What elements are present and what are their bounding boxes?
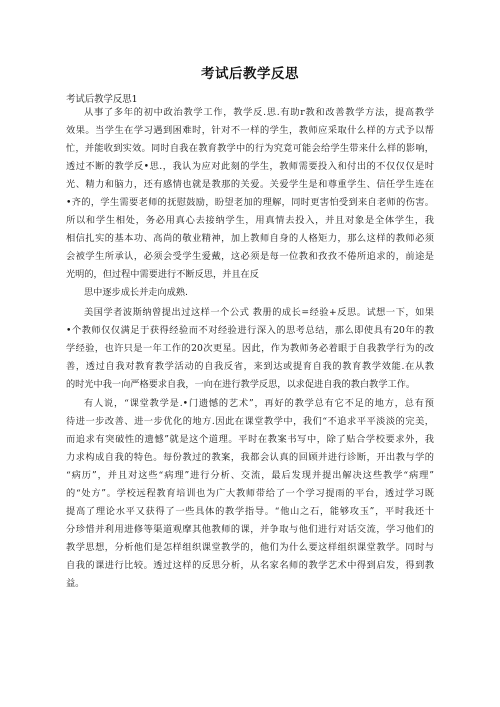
paragraph-line: 相信扎实的基本功、高尚的敬业精神，加上教师自身的人格矩力，那么这样的教师必须	[66, 233, 434, 244]
paragraph-line: 有人说，“课堂教学是.•门遗憾的艺术”，再好的教学总有它不足的地方，总有预	[84, 398, 434, 409]
paragraph-1	[66, 104, 434, 284]
paragraph-3	[66, 304, 434, 394]
paragraph-4	[66, 395, 434, 593]
paragraph-line: 透过不断的教学反•思.，我认为应对此刻的学生，教师需要投入和付出的不仅仅仅是时	[66, 161, 434, 172]
paragraph-2	[66, 284, 434, 302]
paragraph-line: •齐的，学生需要老师的抚慰鼓励，盼望老加的理解，同时更害怕受到来自老师的伤害。	[66, 197, 434, 208]
paragraph-line: 学经验，也许只是一年工作的20次更星。因此，作为教师务必着眼于自我教学行为的改	[66, 343, 434, 354]
paragraph-line: 教学思想，分析他们是怎样组织课堂教学的，他们为什么要这样组织课堂教学。同时与	[66, 542, 434, 553]
paragraph-line: 会被学生所承认，必须会受学生爱戴，这必须是每一位教和孜孜不倦所追求的，前途是	[66, 251, 434, 262]
paragraph-line: 善，透过自我对教育教学活动的自我反省，来到达或提育自我的教育教学效能.在从教	[66, 361, 434, 372]
paragraph-line: 力求构成自我的特色。每份教过的教案，我都会认真的回顾并进行诊断，开出教与学的	[66, 452, 434, 463]
paragraph-line: “病历”，并且对这些“病理”进行分析、交流，最后发现并提出解决这些教学“病理”	[66, 470, 434, 481]
paragraph-line: 光明的，但过程中需要进行不断反思，并且在反	[66, 269, 259, 280]
paragraph-line: 效果。当学生在学习遇到困难时，针对不一样的学生，教师应采取什么样的方式予以帮	[66, 125, 434, 136]
paragraph-line: •个教师仅仅满足于获得经验而不对经验进行深入的思考总结，那么即使具有20年的教	[66, 325, 434, 336]
paragraph-line: 自我的课进行比较。透过这样的反思分析，从名家名师的教学艺术中得到启发，得到教	[66, 560, 434, 571]
paragraph-line: 美国学者波斯纳曾提出过这样一个公式 教册的成长=经验+反思。试想一下，如果	[84, 307, 434, 318]
paragraph-line: 的“处方”。学校远程教育培训也为广大教师带给了一个学习提雨的平台，透过学习既	[66, 488, 434, 499]
paragraph-line: 待进一步改善、进一步优化的地方.因此在课堂教学中，我们“不追求平平淡淡的完美，	[66, 416, 434, 427]
paragraph-line: 忙，并能收到实效。同时自我在教育教学中的行为究竟可能会给学生带来什么样的影响，	[66, 143, 434, 154]
document-subtitle: 考试后教学反思1	[66, 94, 138, 105]
paragraph-line: 光、精力和脑力，还有感情也就是教那的关爱。关爱学生是和尊重学生、信任学生连在	[66, 179, 434, 190]
paragraph-line: 思中逐步成长并走向成熟.	[84, 287, 188, 298]
paragraph-line: 而追求有突破性的遗憾”就是这个道理。平时在教案书写中，除了贴合学校要求外，我	[66, 434, 434, 445]
paragraph-line: 益。	[66, 578, 85, 589]
paragraph-line: 所以和学生相处，务必用真心去接纳学生，用真情去投入，并且对象是全体学生，我	[66, 215, 434, 226]
paragraph-line: 提高了理论水平又获得了一些具体的教学指导。“他山之石，能够攻玉”，平时我还十	[66, 506, 434, 517]
paragraph-line: 分珍惜并利用进修等渠道观摩其他教师的课，并争取与他们进行对话交流，学习他们的	[66, 524, 434, 535]
paragraph-line: 的时光中我一向严格要求自我，一向在进行教学反思，以求促进自我的教白教学工作。	[66, 379, 416, 390]
document-title: 考试后教学反思	[201, 66, 299, 82]
paragraph-line: 从事了多年的初中政治教学工作，教学反.思.有助r教和改善教学方法，提高教学	[84, 107, 434, 118]
